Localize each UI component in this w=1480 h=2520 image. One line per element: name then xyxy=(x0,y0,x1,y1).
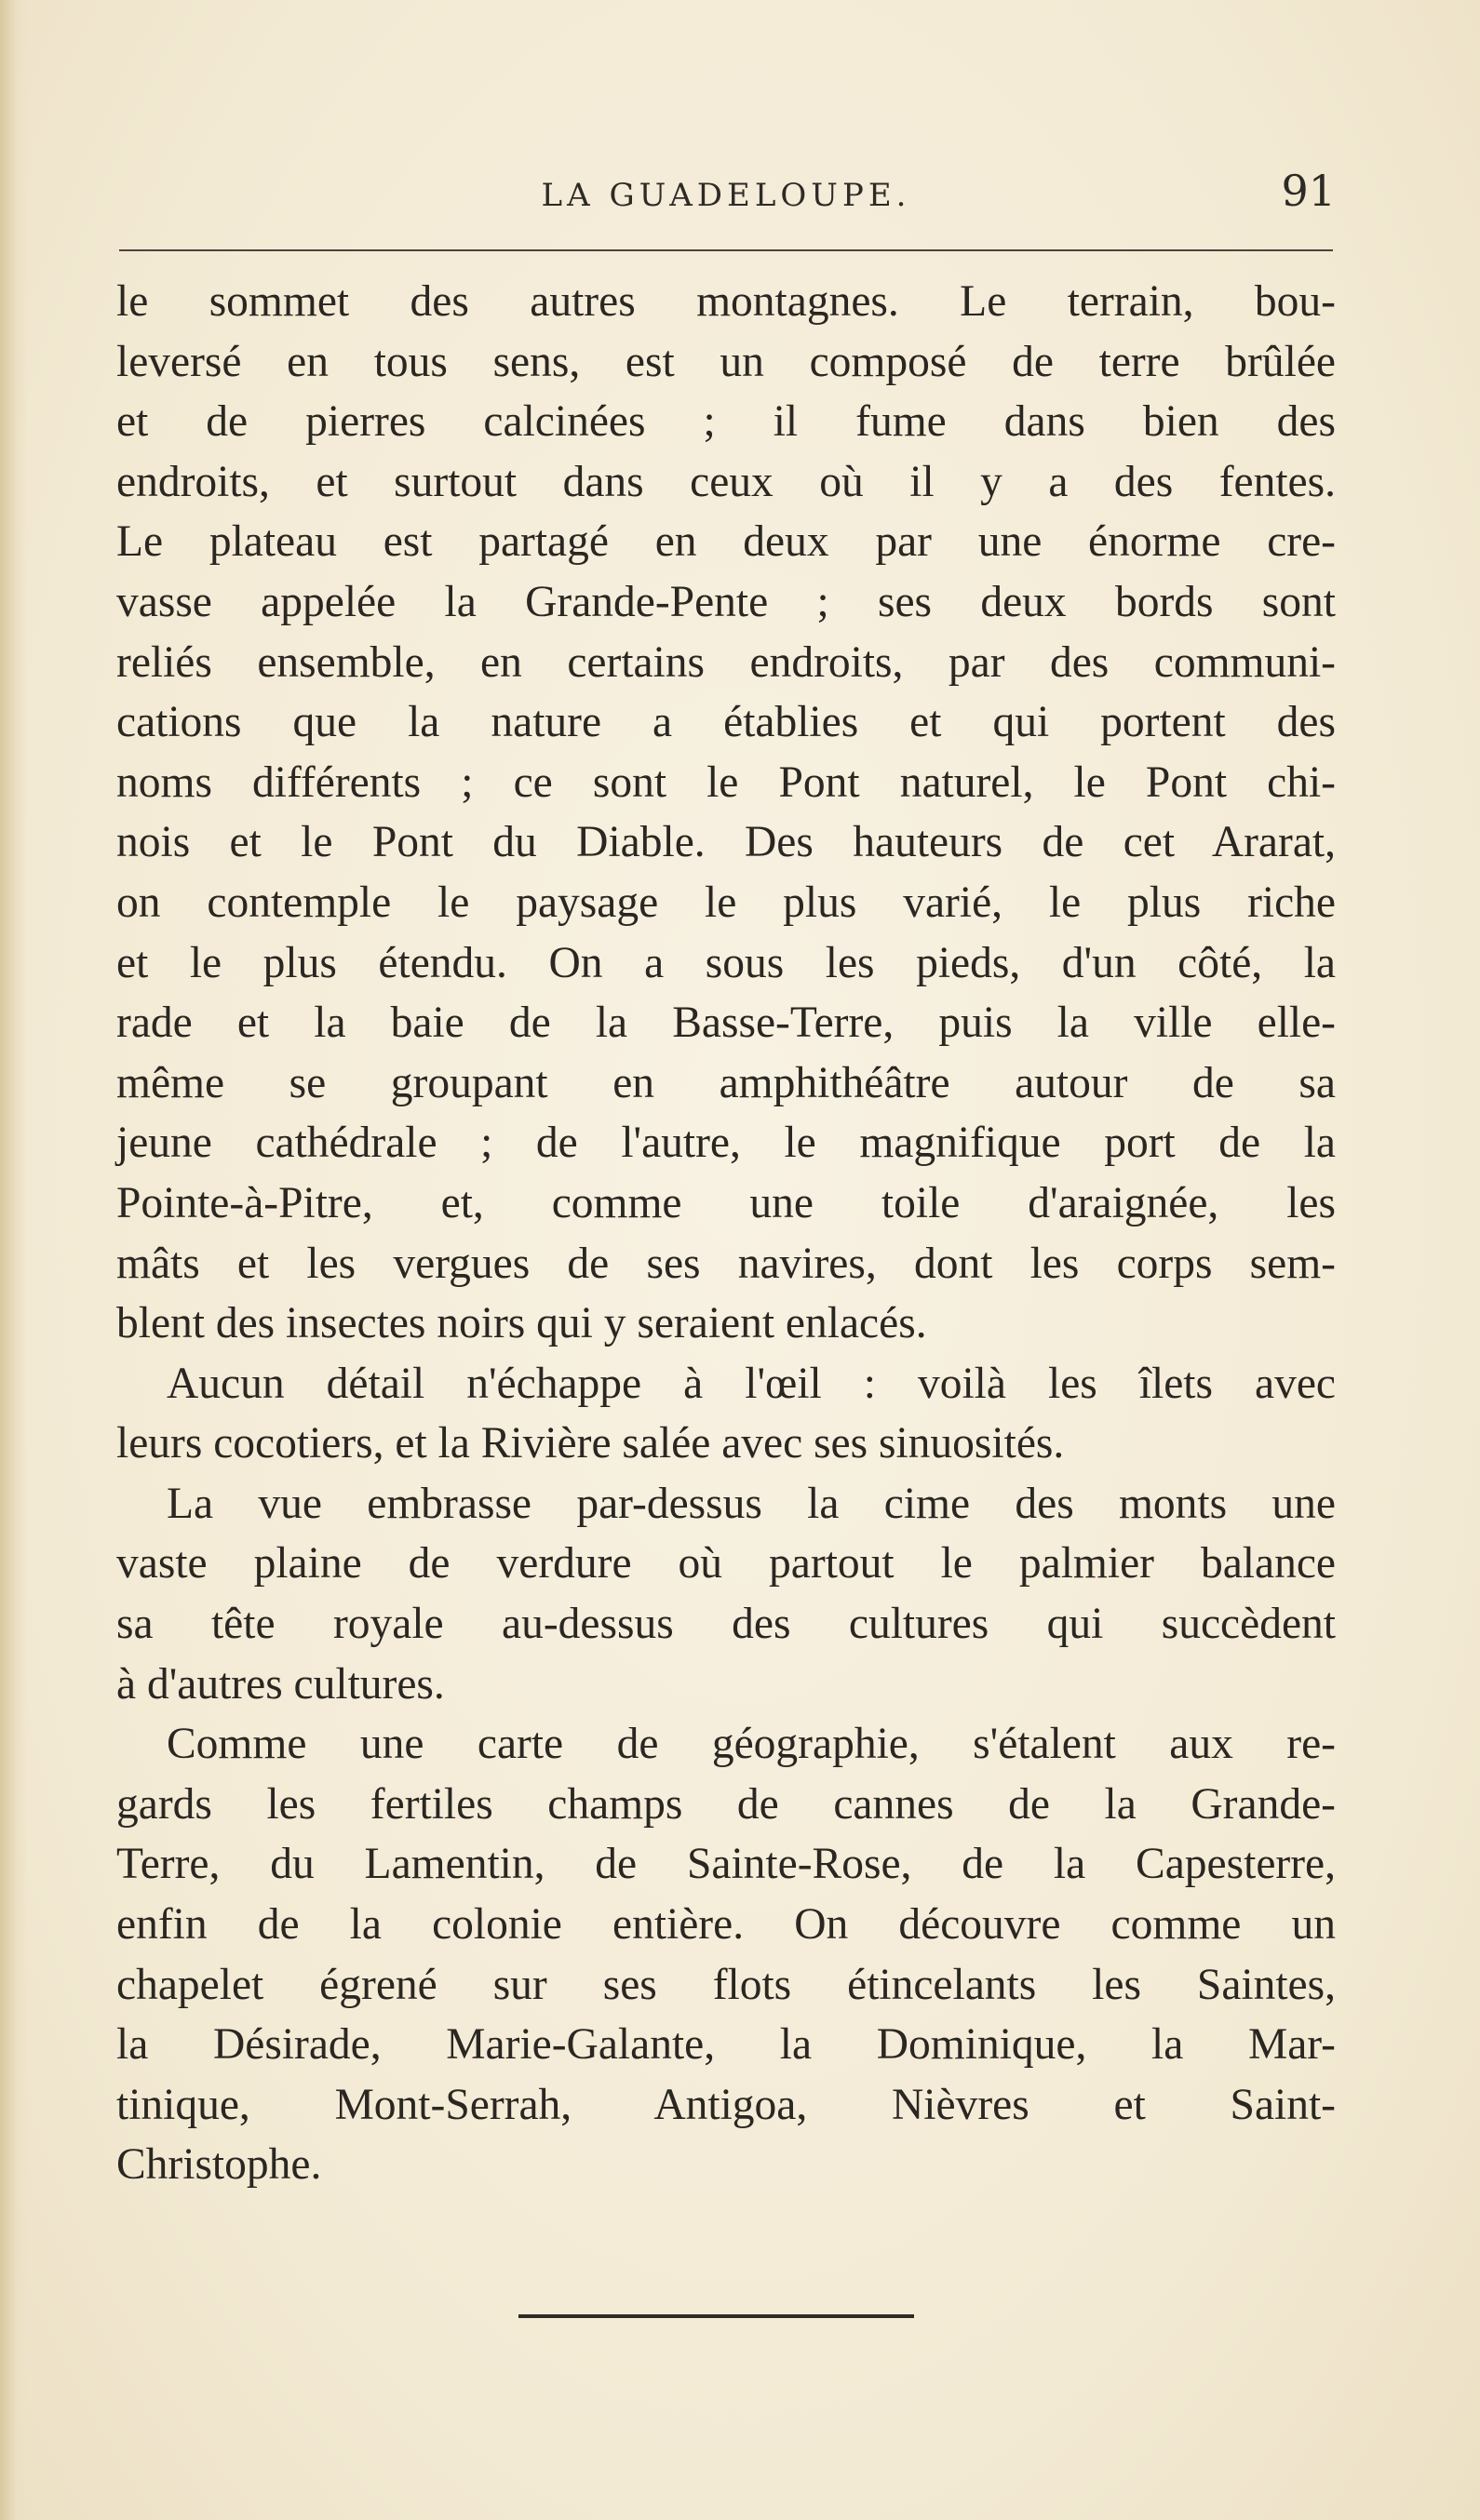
text-line: même se groupant en amphithéâtre autour de sa xyxy=(116,1058,1336,1107)
text-line: et le plus étendu. On a sous les pieds, d'un côté, la xyxy=(116,938,1336,987)
text-line: Terre, du Lamentin, de Sainte-Rose, de la Capesterre, xyxy=(116,1840,1336,1889)
text-line: rade et la baie de la Basse-Terre, puis la ville elle- xyxy=(116,999,1336,1048)
text-line: Comme une carte de géographie, s'étalent aux re- xyxy=(167,1720,1336,1769)
body-text xyxy=(116,272,1336,2195)
text-line: leurs cocotiers, et la Rivière salée avec ses sinuosités. xyxy=(116,1419,1065,1468)
text-line: le sommet des autres montagnes. Le terrain, bou- xyxy=(116,277,1336,326)
text-line: et de pierres calcinées ; il fume dans bien des xyxy=(116,397,1336,447)
text-line: endroits, et surtout dans ceux où il y a des fentes. xyxy=(116,457,1336,506)
text-line: gards les fertiles champs de cannes de la Grande- xyxy=(116,1779,1336,1829)
text-line: jeune cathédrale ; de l'autre, le magnifique port de la xyxy=(116,1119,1336,1168)
text-line: vaste plaine de verdure où partout le palmier balance xyxy=(116,1539,1336,1588)
text-line: La vue embrasse par-dessus la cime des monts une xyxy=(167,1479,1336,1528)
page-number: 91 xyxy=(1281,166,1336,216)
text-line: vasse appelée la Grande-Pente ; ses deux bords sont xyxy=(116,577,1336,626)
text-line: Pointe-à-Pitre, et, comme une toile d'araignée, les xyxy=(116,1178,1336,1227)
text-line: nois et le Pont du Diable. Des hauteurs de cet Ararat, xyxy=(116,818,1336,867)
text-line: cations que la nature a établies et qui portent des xyxy=(116,698,1336,747)
text-line: Le plateau est partagé en deux par une énorme cre- xyxy=(116,517,1336,567)
text-line: blent des insectes noirs qui y seraient enlacés. xyxy=(116,1299,927,1348)
text-line: la Désirade, Marie-Galante, la Dominique, la Mar- xyxy=(116,2020,1336,2070)
end-rule xyxy=(518,2314,914,2318)
text-line: Aucun détail n'échappe à l'œil : voilà les îlets avec xyxy=(167,1359,1336,1408)
text-line: on contemple le paysage le plus varié, le plus riche xyxy=(116,878,1336,927)
text-line: leversé en tous sens, est un composé de terre brûlée xyxy=(116,337,1336,386)
page-header xyxy=(116,166,1336,231)
text-line: mâts et les vergues de ses navires, dont les corps sem- xyxy=(116,1239,1336,1288)
text-line: noms différents ; ce sont le Pont naturel, le Pont chi- xyxy=(116,757,1336,807)
text-line: reliés ensemble, en certains endroits, par des communi- xyxy=(116,637,1336,687)
text-line: tinique, Mont-Serrah, Antigoa, Nièvres et Saint- xyxy=(116,2080,1336,2129)
header-rule xyxy=(119,249,1333,251)
page-binding-edge xyxy=(0,0,28,2520)
text-line: chapelet égrené sur ses flots étincelants les Saintes, xyxy=(116,1960,1336,2009)
text-line: à d'autres cultures. xyxy=(116,1659,445,1709)
running-title: LA GUADELOUPE. xyxy=(541,177,911,214)
text-line: sa tête royale au-dessus des cultures qui succèdent xyxy=(116,1600,1336,1649)
text-line: Christophe. xyxy=(116,2140,322,2190)
text-line: enfin de la colonie entière. On découvre comme un xyxy=(116,1900,1336,1950)
